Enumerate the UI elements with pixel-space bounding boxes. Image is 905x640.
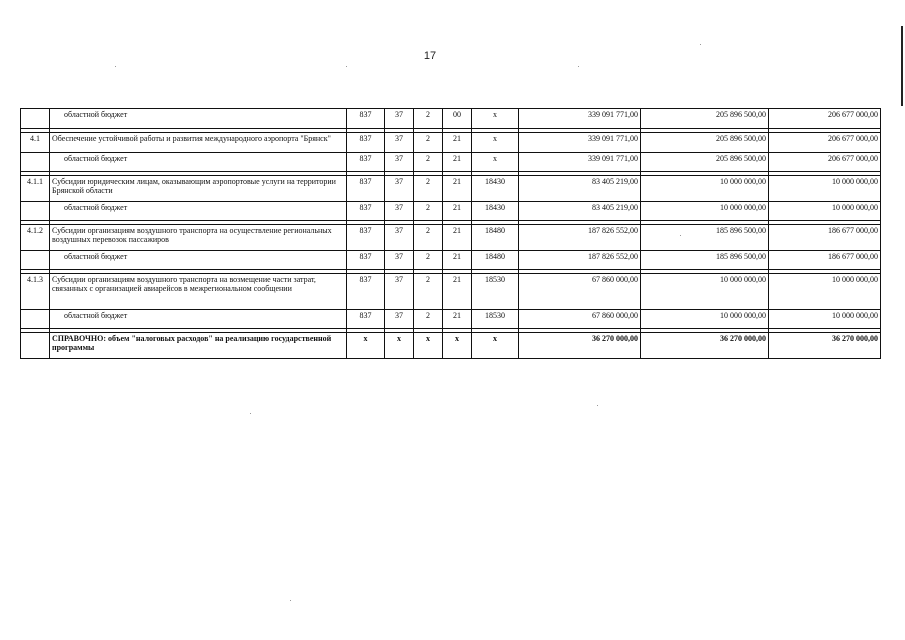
amount-year-2-cell: 185 896 500,00: [641, 225, 769, 251]
amount-year-3-cell: 206 677 000,00: [769, 133, 881, 153]
amount-year-3-cell: 10 000 000,00: [769, 310, 881, 329]
code-om-cell: 21: [443, 251, 472, 270]
code-gp-cell: 37: [385, 274, 414, 310]
amount-year-3-cell: 10 000 000,00: [769, 202, 881, 221]
code-gp-cell: 37: [385, 133, 414, 153]
row-name-cell: Субсидии юридическим лицам, оказывающим аэропортовые услуги на территории Брянской области: [50, 176, 347, 202]
scan-speck: [578, 66, 579, 67]
row-number-cell: [21, 251, 50, 270]
amount-year-2-cell: 205 896 500,00: [641, 153, 769, 172]
amount-year-1-cell: 36 270 000,00: [519, 333, 641, 359]
code-pgp-cell: 2: [414, 251, 443, 270]
code-gr-cell: 837: [347, 153, 385, 172]
amount-year-3-cell: 206 677 000,00: [769, 109, 881, 129]
amount-year-1-cell: 339 091 771,00: [519, 109, 641, 129]
amount-year-1-cell: 67 860 000,00: [519, 310, 641, 329]
row-name-cell: областной бюджет: [50, 251, 347, 270]
scan-speck: [680, 235, 681, 236]
code-direction-cell: 18480: [472, 225, 519, 251]
code-gr-cell: 837: [347, 274, 385, 310]
amount-year-1-cell: 67 860 000,00: [519, 274, 641, 310]
table-row: [21, 176, 881, 202]
code-pgp-cell: 2: [414, 225, 443, 251]
code-direction-cell: x: [472, 153, 519, 172]
amount-year-3-cell: 206 677 000,00: [769, 153, 881, 172]
code-om-cell: 21: [443, 310, 472, 329]
row-number-cell: 4.1: [21, 133, 50, 153]
code-om-cell: 21: [443, 225, 472, 251]
code-gp-cell: 37: [385, 153, 414, 172]
amount-year-2-cell: 36 270 000,00: [641, 333, 769, 359]
row-number-cell: 4.1.1: [21, 176, 50, 202]
code-direction-cell: 18430: [472, 176, 519, 202]
table-row: [21, 310, 881, 329]
code-direction-cell: 18430: [472, 202, 519, 221]
code-gr-cell: 837: [347, 133, 385, 153]
table-row: [21, 133, 881, 153]
code-gr-cell: 837: [347, 202, 385, 221]
row-name-cell: областной бюджет: [50, 310, 347, 329]
code-gp-cell: 37: [385, 225, 414, 251]
code-gp-cell: 37: [385, 310, 414, 329]
row-name-cell: Субсидии организациям воздушного транспорта на возмещение части затрат, связанных с организацией авиарейсов в межрегиональном сообщении: [50, 274, 347, 310]
code-gp-cell: 37: [385, 109, 414, 129]
code-direction-cell: 18530: [472, 274, 519, 310]
code-gr-cell: x: [347, 333, 385, 359]
amount-year-2-cell: 205 896 500,00: [641, 109, 769, 129]
amount-year-3-cell: 36 270 000,00: [769, 333, 881, 359]
amount-year-3-cell: 10 000 000,00: [769, 274, 881, 310]
amount-year-1-cell: 83 405 219,00: [519, 176, 641, 202]
amount-year-2-cell: 10 000 000,00: [641, 310, 769, 329]
table-row: [21, 153, 881, 172]
scan-speck: [115, 66, 116, 67]
code-direction-cell: x: [472, 333, 519, 359]
code-pgp-cell: 2: [414, 274, 443, 310]
code-direction-cell: x: [472, 109, 519, 129]
scan-speck: [346, 66, 347, 67]
table-body: [21, 109, 881, 359]
code-direction-cell: 18480: [472, 251, 519, 270]
scan-speck: [700, 44, 701, 45]
row-number-cell: [21, 310, 50, 329]
amount-year-2-cell: 205 896 500,00: [641, 133, 769, 153]
table-row: [21, 109, 881, 129]
table-row: [21, 251, 881, 270]
code-pgp-cell: 2: [414, 202, 443, 221]
amount-year-3-cell: 10 000 000,00: [769, 176, 881, 202]
code-om-cell: 21: [443, 153, 472, 172]
amount-year-2-cell: 185 896 500,00: [641, 251, 769, 270]
amount-year-1-cell: 187 826 552,00: [519, 225, 641, 251]
code-gr-cell: 837: [347, 176, 385, 202]
row-number-cell: 4.1.3: [21, 274, 50, 310]
row-name-cell: областной бюджет: [50, 202, 347, 221]
table-row: [21, 202, 881, 221]
amount-year-2-cell: 10 000 000,00: [641, 176, 769, 202]
row-number-cell: [21, 333, 50, 359]
row-number-cell: [21, 109, 50, 129]
code-om-cell: 00: [443, 109, 472, 129]
code-gp-cell: 37: [385, 202, 414, 221]
code-direction-cell: 18530: [472, 310, 519, 329]
row-name-cell: областной бюджет: [50, 109, 347, 129]
amount-year-2-cell: 10 000 000,00: [641, 202, 769, 221]
row-name-cell: Обеспечение устойчивой работы и развития международного аэропорта "Брянск": [50, 133, 347, 153]
scan-speck: [597, 405, 598, 406]
page-number: 17: [423, 50, 437, 62]
scan-speck: [250, 413, 251, 414]
table-row: [21, 225, 881, 251]
code-gp-cell: 37: [385, 251, 414, 270]
code-gr-cell: 837: [347, 251, 385, 270]
code-direction-cell: x: [472, 133, 519, 153]
code-om-cell: 21: [443, 202, 472, 221]
code-pgp-cell: x: [414, 333, 443, 359]
amount-year-1-cell: 187 826 552,00: [519, 251, 641, 270]
row-number-cell: [21, 153, 50, 172]
code-gr-cell: 837: [347, 225, 385, 251]
code-gr-cell: 837: [347, 310, 385, 329]
code-pgp-cell: 2: [414, 176, 443, 202]
row-name-cell: областной бюджет: [50, 153, 347, 172]
table-row: [21, 333, 881, 359]
row-name-cell: СПРАВОЧНО: объем "налоговых расходов" на реализацию государственной программы: [50, 333, 347, 359]
code-om-cell: x: [443, 333, 472, 359]
scan-speck: [290, 600, 291, 601]
row-number-cell: 4.1.2: [21, 225, 50, 251]
budget-table: [20, 108, 881, 359]
code-pgp-cell: 2: [414, 310, 443, 329]
amount-year-3-cell: 186 677 000,00: [769, 225, 881, 251]
code-pgp-cell: 2: [414, 109, 443, 129]
table-row: [21, 274, 881, 310]
margin-rule: [901, 26, 903, 106]
amount-year-1-cell: 339 091 771,00: [519, 153, 641, 172]
code-gp-cell: 37: [385, 176, 414, 202]
code-gp-cell: x: [385, 333, 414, 359]
amount-year-3-cell: 186 677 000,00: [769, 251, 881, 270]
code-om-cell: 21: [443, 176, 472, 202]
amount-year-1-cell: 339 091 771,00: [519, 133, 641, 153]
amount-year-1-cell: 83 405 219,00: [519, 202, 641, 221]
amount-year-2-cell: 10 000 000,00: [641, 274, 769, 310]
row-number-cell: [21, 202, 50, 221]
code-pgp-cell: 2: [414, 153, 443, 172]
code-om-cell: 21: [443, 274, 472, 310]
code-gr-cell: 837: [347, 109, 385, 129]
row-name-cell: Субсидии организациям воздушного транспорта на осуществление региональных воздушных перевозок пассажиров: [50, 225, 347, 251]
code-om-cell: 21: [443, 133, 472, 153]
code-pgp-cell: 2: [414, 133, 443, 153]
